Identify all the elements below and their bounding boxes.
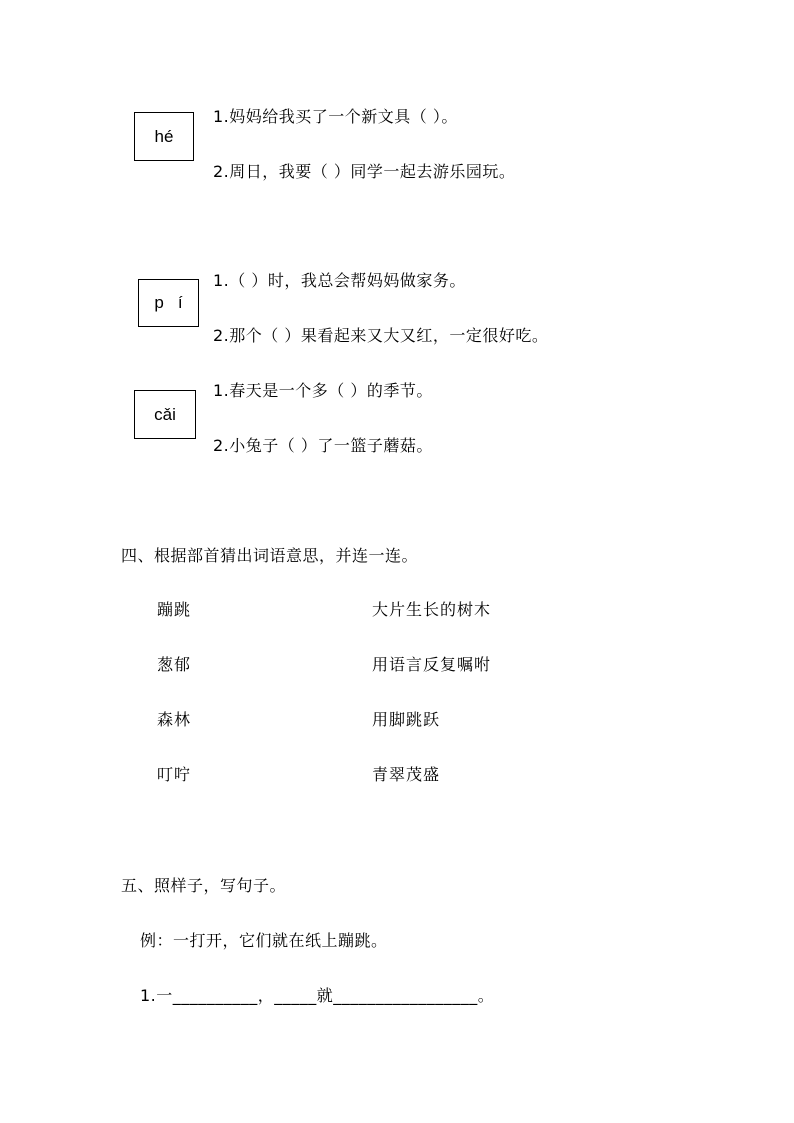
sentence-1: 1.春天是一个多（ ）的季节。: [213, 381, 433, 400]
pinyin-box-pi: [138, 279, 199, 327]
pinyin-box-cai: [134, 390, 196, 439]
sentence-2: 2.那个（ ）果看起来又大又红，一定很好吃。: [213, 326, 549, 345]
pinyin-box-he: [134, 112, 194, 161]
left-word-2: 葱郁: [157, 655, 192, 674]
sentence-1: 1.妈妈给我买了一个新文具（ ）。: [213, 107, 458, 126]
pinyin-text: hé: [154, 126, 174, 146]
right-meaning-1: 大片生长的树木: [372, 600, 492, 619]
pinyin-text: cǎi: [154, 404, 176, 424]
right-meaning-2: 用语言反复嘱咐: [372, 655, 492, 674]
sentence-1: 1.（ ）时，我总会帮妈妈做家务。: [213, 271, 466, 290]
right-meaning-4: 青翠茂盛: [372, 765, 441, 784]
section-5-heading: 五、照样子，写句子。: [121, 876, 287, 895]
sentence-2: 2.周日，我要（ ）同学一起去游乐园玩。: [213, 162, 516, 181]
left-word-1: 蹦跳: [157, 600, 192, 619]
right-meaning-3: 用脚跳跃: [372, 710, 441, 729]
sentence-2: 2.小兔子（ ）了一篮子蘑菇。: [213, 436, 433, 455]
left-word-4: 叮咛: [157, 765, 192, 784]
example-sentence: 例：一打开，它们就在纸上蹦跳。: [140, 931, 388, 950]
section-4-heading: 四、根据部首猜出词语意思，并连一连。: [121, 546, 419, 565]
exercise-item-1: 1.一__________，_____就_________________。: [140, 986, 495, 1005]
left-word-3: 森林: [157, 710, 192, 729]
pinyin-text: p í: [154, 293, 183, 312]
